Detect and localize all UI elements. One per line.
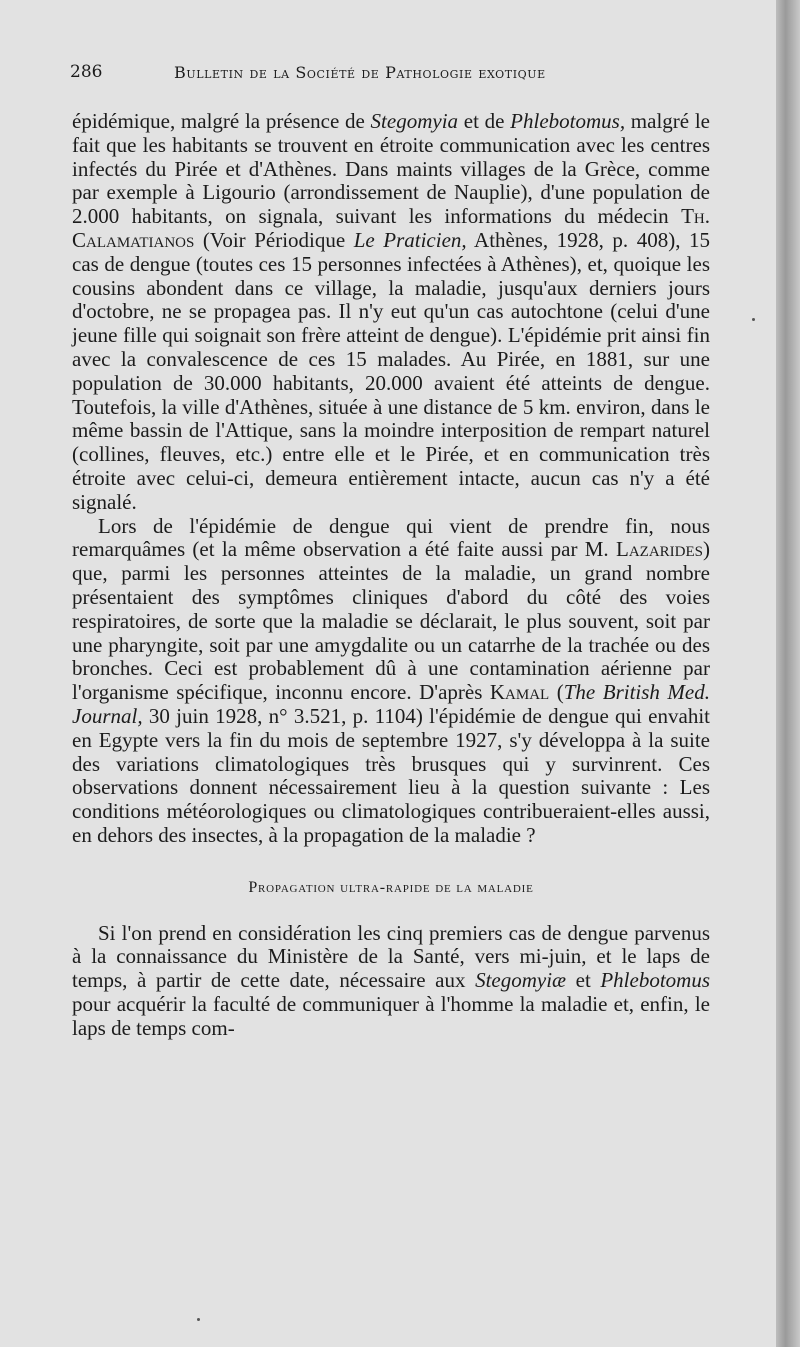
paragraph-3 xyxy=(72,922,710,1041)
text-run: et xyxy=(566,968,601,993)
text-run: ( xyxy=(549,680,564,705)
paragraph-1 xyxy=(72,110,710,515)
text-run: 30 juin 1928, n° 3.521, p. 1104) l'épidémie de dengue qui envahit en Egypte vers la fin du mois de septembre 1927, s'y développa à la suite des variations climatologiques très brusques qui y survinrent. Ces observations donnent nécessairement lieu à la question suivante : Les conditions météorologiques ou climatologiques contribueraient-elles aussi, en dehors des insectes, à la propagation de la maladie ? xyxy=(72,703,710,847)
text-run: pour acquérir la faculté de communiquer à l'homme la maladie et, enfin, le laps de temps com- xyxy=(72,991,710,1040)
print-speck xyxy=(752,318,755,321)
text-run: Si l'on prend en considération les cinq premiers cas de dengue parvenus à la connaissance du Ministère de la Santé, vers mi-juin, et le laps de temps, à partir de cette date, nécessaire aux xyxy=(72,920,710,993)
text-run: ) que, parmi les personnes atteintes de la maladie, un grand nombre présentaient des symptômes cliniques d'abord du côté des voies respiratoires, de sorte que la maladie se déclarait, le plus souvent, soit par une pharyngite, soit par une amygdalite ou un catarrhe de la trachée ou des bronches. Ceci est probablement dû à une contamination aérienne par l'organisme spécifique, inconnu encore. D'après xyxy=(72,537,710,705)
page-header xyxy=(70,62,710,90)
section-heading: Propagation ultra-rapide de la maladie xyxy=(248,878,534,896)
page-edge-shadow xyxy=(776,0,800,1347)
author-name: Kamal xyxy=(489,680,550,705)
text-run: malgré le fait que les habitants se trouvent en étroite communication avec les centres infectés du Pirée et d'Athènes. Dans maints villages de la Grèce, comme par exemple à Ligourio (arrondissement de Nauplie), d'une population de 2.000 habitants, on signala, suivant les informations du médecin xyxy=(72,109,710,229)
body-text xyxy=(72,110,710,1040)
italic-title: Le Praticien, xyxy=(353,227,467,252)
running-title: Bulletin de la Société de Pathologie exotique xyxy=(174,63,546,82)
italic-term: Phlebotomus xyxy=(600,968,711,993)
text-run: et de xyxy=(458,109,511,133)
page-number: 286 xyxy=(70,62,103,82)
italic-title: The British Med. Journal, xyxy=(72,680,710,728)
text-run: Lors de l'épidémie de dengue qui vient de prendre fin, nous remarquâmes (et la même observation a été faite aussi par M. xyxy=(72,513,710,562)
author-name: Lazarides xyxy=(616,537,703,562)
italic-term: Phlebotomus, xyxy=(510,109,626,133)
text-run: (Voir Périodique xyxy=(194,227,354,252)
italic-term: Stegomyia xyxy=(370,109,459,133)
italic-term: Stegomyiæ xyxy=(475,968,567,993)
text-run: épidémique, malgré la présence de xyxy=(72,109,371,133)
print-speck xyxy=(197,1318,200,1321)
author-name: Th. Calamatianos xyxy=(72,204,710,252)
text-run: Athènes, 1928, p. 408), 15 cas de dengue (toutes ces 15 personnes infectées à Athènes), et, quoique les cousins abondent dans ce village, la maladie, jusqu'aux derniers jours d'octobre, ne se propagea pas. Il n'y eut qu'un cas autochtone (celui d'une jeune fille qui soignait son frère atteint de dengue). L'épidémie prit ainsi fin avec la convalescence de ces 15 malades. Au Pirée, en 1881, sur une population de 30.000 habitants, 20.000 avaient été atteints de dengue. Toutefois, la ville d'Athènes, située à une distance de 5 km. environ, dans le même bassin de l'Attique, sans la moindre interposition de rempart naturel (collines, fleuves, etc.) entre elle et le Pirée, et en communication très étroite avec celui-ci, demeura entièrement intacte, aucun cas n'y a été signalé. xyxy=(72,227,710,514)
paragraph-2 xyxy=(72,515,710,848)
